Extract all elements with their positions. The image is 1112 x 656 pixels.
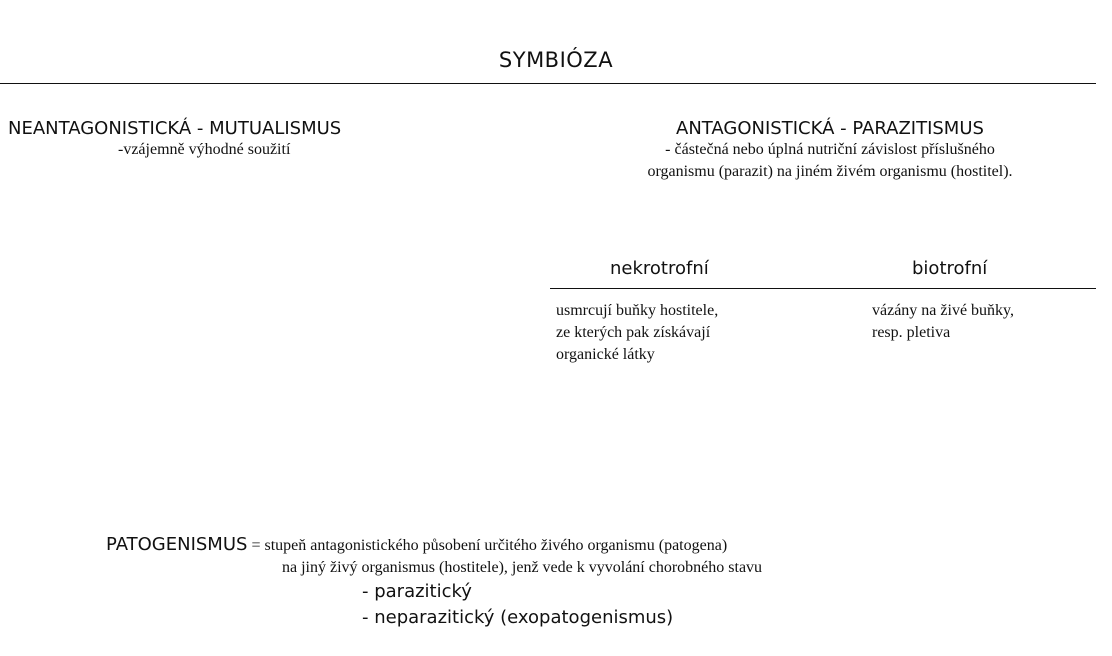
pathogenism-definition-line [106,534,1086,555]
page-title: SYMBIÓZA [498,48,614,72]
pathogenism-definition: = stupeň antagonistického působení určitého živého organismu (patogena) [247,537,728,554]
biotrofni-description-line: vázány na živé buňky, [872,302,1015,319]
parasitism-description-line: organismu (parazit) na jiném živém organismu (hostitel). [647,163,1013,180]
mutualism-heading: NEANTAGONISTICKÁ - MUTUALISMUS [8,118,342,139]
biotrofni-heading: biotrofní [912,258,988,279]
title-divider [0,83,1096,84]
nekrotrofni-heading: nekrotrofní [610,258,709,279]
pathogenism-term: PATOGENISMUS [106,534,248,555]
biotrofni-description [872,300,1014,344]
parasitism-heading: ANTAGONISTICKÁ - PARAZITISMUS [676,118,984,139]
nekrotrofni-description-line: organické látky [556,346,655,363]
parasitism-description-line: - částečná nebo úplná nutriční závislost příslušného [665,141,995,158]
parasite-types-table [550,258,1096,363]
pathogenism-definition-line: na jiný živý organismus (hostitele), jenž vede k vyvolání chorobného stavu [282,559,763,576]
pathogenism-subtype: - parazitický [362,581,472,602]
nekrotrofni-description-line: ze kterých pak získávají [556,324,711,341]
parasitism-section [560,118,1100,183]
nekrotrofni-description-line: usmrcují buňky hostitele, [556,302,719,319]
biotrofni-description-line: resp. pletiva [872,324,951,341]
mutualism-section [8,118,468,159]
parasite-types-header [550,258,1096,289]
mutualism-description: -vzájemně výhodné soužití [118,141,291,158]
pathogenism-section [106,534,1086,631]
pathogenism-subtype: - neparazitický (exopatogenismus) [362,607,674,628]
nekrotrofni-description [556,300,718,366]
